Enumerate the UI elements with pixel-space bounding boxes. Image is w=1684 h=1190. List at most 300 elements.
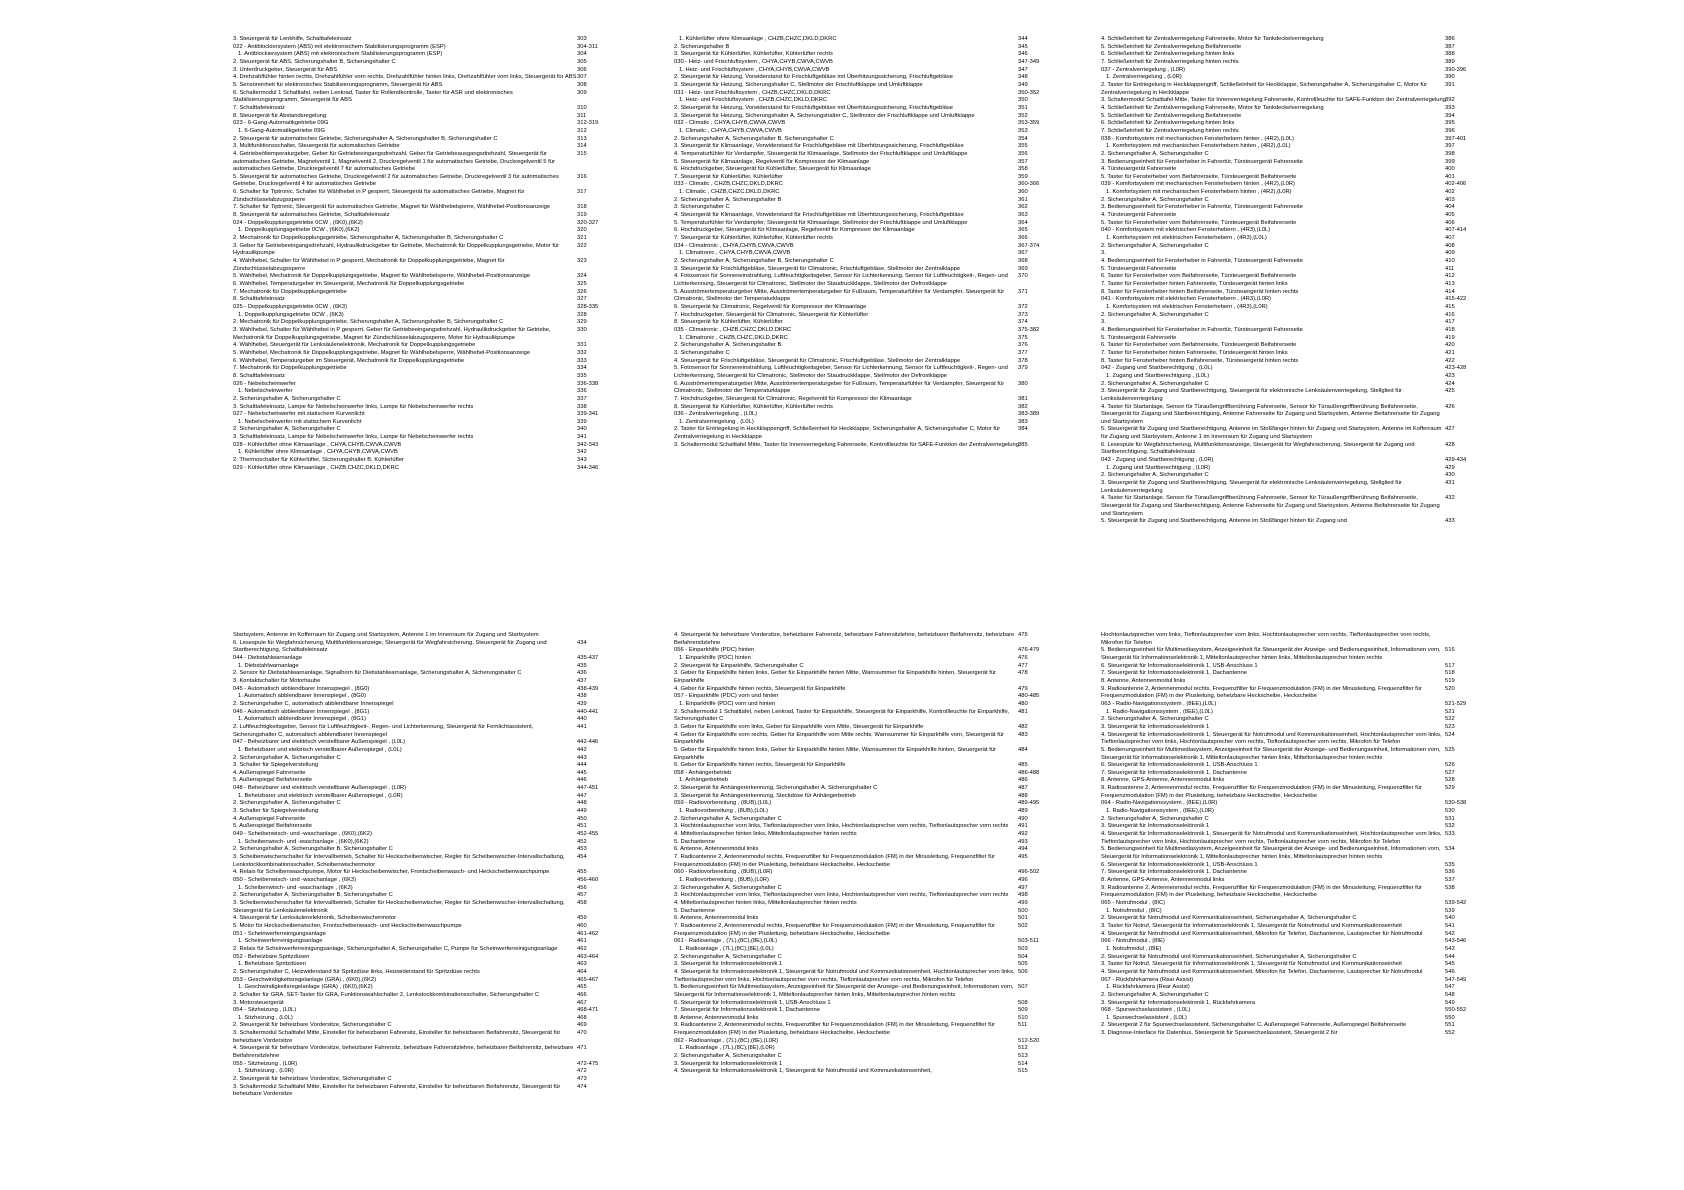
entry-title: 2. Steuergerät für automatisches Getriebe, Sicherungshalter A, Sicherungshalter B, Sicherungshalter C <box>233 135 498 142</box>
entry-page-number: 548 <box>1445 991 1455 998</box>
entry-title: 050 - Scheibenwisch- und -waschanlage , (6K3) <box>233 877 357 883</box>
entry-page-number: 312 <box>577 127 587 134</box>
index-entry <box>233 303 599 312</box>
entry-title: 5. Bedienungseinheit für Multimediasystem, Anzeigeeinheit für Steuergerät der Anzeige- und Bedienungseinheit, Informationen vorn, Steuergerät für Informationselektronik 1, Mitteltonlautsprecher hinten links, Mitteltonlautsprecher hinten rechts <box>1101 746 1441 761</box>
entry-title: 1. Climatronic , CHZB,CHZC,DKLD,DKRC <box>679 334 788 341</box>
entry-page-number: 325 <box>577 281 587 287</box>
entry-title: 1. Heiz- und Frischluftsystem , CHZB,CHZC,DKLD,DKRC <box>679 97 828 104</box>
index-entry <box>1101 815 1455 824</box>
index-entry <box>233 319 587 327</box>
entry-page-number: 378 <box>1018 357 1028 364</box>
entry-title: 3. Schaltermodul Schalttafel Mitte, Taster für Innenverriegelung Fahrerseite, Kontrollleuchte für SAFE-Funktion der Zentralverriegelung <box>674 441 1019 448</box>
index-entry <box>674 196 1028 205</box>
entry-title: 5. Ausströmertemperaturgeber Mitte, Ausströmertemperaturgeber für Fußraum, Temperaturfühler für Verdampfer, Steuergerät für Climatronic, Stellmotor der Temperaturklappe <box>674 288 1005 303</box>
entry-page-number: 390-396 <box>1445 66 1467 73</box>
index-entry <box>233 1030 587 1045</box>
entry-title: 1. Rückfahrkamera (Rear Assist) <box>1106 984 1190 991</box>
entry-page-number: 329 <box>577 319 587 326</box>
entry-title: 7. Radioantenne 2, Antennenmodul rechts, Frequenzfilter für Frequenzmodulation (FM) in der Minusleitung, Frequenzfilter für Frequenzmodulation (FM) in der Plusleitung, beheizbare Heckscheibe, Heckscheibe <box>674 854 995 868</box>
entry-title: 1. Climatic , CHZB,CHZC,DKLD,DKRC <box>679 189 780 196</box>
entry-title: 6. Lesespule für Wegfahrsicherung, Multifunktionsanzeige, Steuergerät für Wegfahrsicherung, Steuergerät für Zugang und Startberechtigung, Schalttafeleinsatz <box>233 639 547 654</box>
entry-page-number: 385 <box>1018 441 1028 448</box>
entry-page-number: 514 <box>1018 1060 1028 1067</box>
entry-title: 028 - Kühlerlüfter ohne Klimaanlage , CHYA,CHYB,CWVA,CWVB <box>233 441 402 448</box>
entry-page-number: 545 <box>1445 961 1455 968</box>
entry-title: 6. Hochdruckgeber, Steuergerät für Klimaanlage, Regelventil für Kompressor der Klimaanlage <box>674 227 915 234</box>
entry-page-number: 374 <box>1018 319 1028 326</box>
entry-page-number: 529 <box>1445 785 1455 792</box>
entry-page-number: 339-341 <box>577 411 599 418</box>
entry-page-number: 370 <box>1018 273 1028 280</box>
entry-page-number: 496-502 <box>1018 869 1040 876</box>
entry-page-number: 398 <box>1445 150 1455 157</box>
entry-title: 4. Steuergerät für Informationselektronik 1, Steuergerät für Notrufmodul und Kommunikationseinheit, <box>674 1068 932 1075</box>
entry-page-number: 426 <box>1445 403 1455 410</box>
entry-title: 4. Steuergerät für Informationselektronik 1, Steuergerät für Notrufmodul und Kommunikationseinheit, Hochtonlautsprecher vorn links, Tieftonlautsprecher vorn links, Hochtonlautsprecher vorn rechts, Tieftonlautsprecher vorn rechts, Mikrofon für Telefon <box>674 968 1015 983</box>
entry-page-number: 498 <box>1018 892 1028 899</box>
entry-page-number: 469 <box>577 1022 587 1029</box>
index-entry <box>233 739 599 747</box>
entry-page-number: 472-475 <box>577 1060 599 1067</box>
entry-title: 037 - Zentralverriegelung , (L0R) <box>1101 66 1186 73</box>
index-entry <box>233 915 587 923</box>
entry-title: 4. Außenspiegel Fahrerseite <box>233 815 306 822</box>
index-entry <box>674 647 1040 655</box>
entry-page-number: 405 <box>1445 212 1455 219</box>
entry-title: 7. Taster für Fensterheber hinten Fahrerseite, Türsteuergerät hinten links <box>1101 281 1288 287</box>
index-entry <box>1101 143 1455 151</box>
index-entry <box>233 388 587 396</box>
index-entry <box>233 700 587 709</box>
entry-page-number: 521-529 <box>1445 700 1467 707</box>
index-entry <box>674 693 1040 701</box>
entry-page-number: 544 <box>1445 953 1455 960</box>
entry-title: 036 - Zentralverriegelung , (L0L) <box>674 411 758 418</box>
entry-title: 6. Wählhebel, Temperaturgeber im Steuergerät, Mechatronik für Doppelkupplungsgetriebe <box>233 281 465 287</box>
entry-title: Startsystem, Antenne im Kofferraum für Zugang und Startsystem, Antenne 1 im Innenraum für Zugang und Startsystem <box>233 632 539 638</box>
index-entry <box>233 418 587 427</box>
index-entry <box>233 281 587 289</box>
entry-page-number: 508 <box>1018 999 1028 1006</box>
entry-page-number: 438 <box>577 693 587 700</box>
index-entry <box>233 999 587 1008</box>
index-entry <box>1101 281 1455 289</box>
entry-title: 3. Kontaktschalter für Motorhaube <box>233 677 321 684</box>
entry-page-number: 468 <box>577 1014 587 1021</box>
entry-title: 2. Steuergerät für Anhängererkennung, Sicherungshalter A, Sicherungshalter C <box>674 785 878 792</box>
index-entry <box>233 892 587 900</box>
entry-page-number: 522 <box>1445 716 1455 723</box>
entry-title: 3. Wählhebel, Schalter für Wählhebel in P gesperrt, Geber für Getriebeeingangsdrehzahl, Hydraulikdruckgeber für Getriebe, Mechatronik für Doppelkupplungsgetriebe, Magnet für Zündschlüsselabzugssperre, Motor für Hydraulikpumpe <box>233 326 551 341</box>
entry-title: 7. Steuergerät für Informationselektronik 1, Dachantenne <box>1101 769 1247 776</box>
index-entry <box>1101 777 1455 785</box>
index-entry <box>1101 273 1455 281</box>
entry-page-number: 488 <box>1018 792 1028 799</box>
entry-title: 3. Steuergerät für Kühlerlüfter, Kühlerlüfter, Kühlerlüfter rechts <box>674 51 833 58</box>
entry-page-number: 408 <box>1445 242 1455 249</box>
index-entry <box>1101 662 1455 671</box>
entry-page-number: 342-343 <box>577 441 599 448</box>
entry-page-number: 463-464 <box>577 953 599 960</box>
index-entry <box>674 1053 1028 1061</box>
entry-page-number: 364 <box>1018 219 1028 226</box>
index-entry <box>1101 823 1455 831</box>
entry-title: 5. Bedienungseinheit für Multimediasystem, Anzeigeeinheit für Steuergerät der Anzeige- und Bedienungseinheit, Informationen vorn, Steuergerät für Informationselektronik 1, Mitteltonlautsprecher hinten links, Mitteltonlautsprecher hinten rechts <box>1101 647 1441 661</box>
index-entry <box>674 349 1028 358</box>
entry-page-number: 547 <box>1445 984 1455 991</box>
entry-page-number: 342 <box>577 449 587 456</box>
entry-title: 2. Thermoschalter für Kühlerlüfter, Sicherungshalter B, Kühlerlüfter <box>233 457 404 464</box>
entry-title: 2. Sensor für Diebstahlwarnanlage, Signalhorn für Diebstahlwarnanlage, Sicherungshalter A, Sicherungshalter C <box>233 670 522 677</box>
entry-page-number: 324 <box>577 273 587 280</box>
entry-title: 1. Radioanlage , (7L),(8C),(8E),(L0L) <box>679 945 774 952</box>
entry-page-number: 386 <box>1445 36 1455 42</box>
index-entry <box>1101 518 1455 526</box>
entry-page-number: 527 <box>1445 769 1455 776</box>
entry-page-number: 541 <box>1445 922 1455 929</box>
index-entry <box>674 150 1028 159</box>
entry-title: 034 - Climatronic , CHYA,CHYB,CWVA,CWVB <box>674 242 794 249</box>
index-entry <box>674 235 1028 243</box>
entry-page-number: 343 <box>577 457 587 464</box>
index-entry <box>1101 319 1455 327</box>
index-entry <box>233 945 587 954</box>
entry-page-number: 491 <box>1018 823 1028 830</box>
entry-title: 2. Sicherungshalter A, Sicherungshalter C <box>233 426 341 433</box>
entry-page-number: 403 <box>1445 196 1455 203</box>
entry-title: 068 - Spurwechselassistent , (L0L) <box>1101 1007 1191 1014</box>
entry-page-number: 480 <box>1018 700 1028 707</box>
index-entry <box>1101 762 1455 770</box>
index-entry <box>233 227 587 235</box>
index-entry <box>1101 808 1455 816</box>
entry-page-number: 486 <box>1018 777 1028 784</box>
entry-title: 056 - Einparkhilfe (PDC) hinten <box>674 647 755 654</box>
index-entry <box>1101 899 1467 908</box>
entry-title: 4. Außenspiegel Fahrerseite <box>233 769 306 776</box>
index-entry <box>1101 388 1455 403</box>
entry-title: 1. Kühlerlüfter ohne Klimaanlage , CHYA,CHYB,CWVA,CWVB <box>238 449 398 456</box>
entry-page-number: 347-349 <box>1018 58 1040 65</box>
index-entry <box>674 380 1028 396</box>
entry-page-number: 313 <box>577 135 587 142</box>
entry-title: 4. Mitteltonlautsprecher hinten links, Mitteltonlautsprecher hinten rechts <box>674 831 857 838</box>
entry-page-number: 345 <box>1018 43 1028 50</box>
index-entry <box>674 227 1028 235</box>
entry-page-number: 365 <box>1018 227 1028 234</box>
entry-page-number: 501 <box>1018 915 1028 922</box>
index-entry <box>1101 235 1455 243</box>
index-entry <box>674 1037 1040 1046</box>
entry-page-number: 513 <box>1018 1053 1028 1060</box>
entry-page-number: 399 <box>1445 158 1455 165</box>
entry-page-number: 332 <box>577 349 587 356</box>
index-entry <box>233 884 587 893</box>
entry-page-number: 447 <box>577 792 587 799</box>
entry-title: 2. Sicherungshalter A, Sicherungshalter B, Sicherungshalter C <box>233 846 393 853</box>
index-entry <box>233 632 578 640</box>
entry-page-number: 434 <box>577 639 587 646</box>
entry-title: 2. Steuergerät für beheizbare Vordersitze, Sicherungshalter C <box>233 1076 392 1083</box>
entry-page-number: 420 <box>1445 342 1455 349</box>
entry-page-number: 436 <box>577 670 587 677</box>
index-entry <box>674 785 1028 793</box>
index-entry <box>674 166 1028 174</box>
entry-page-number: 478 <box>1018 670 1028 677</box>
index-entry <box>1101 334 1455 343</box>
index-entry <box>1101 97 1455 105</box>
entry-page-number: 416 <box>1445 311 1455 318</box>
entry-page-number: 547-549 <box>1445 976 1467 983</box>
entry-page-number: 359 <box>1018 173 1028 180</box>
index-entry <box>233 670 587 678</box>
entry-title: 4. Schließeinheit für Zentralverriegelung Fahrerseite, Motor für Tankdeckelverriegelung <box>1101 36 1324 42</box>
entry-title: 048 - Beheizbarer und elektrisch verstellbarer Außenspiegel , (L0R) <box>233 785 407 792</box>
entry-title: 2. Sicherungshalter A, Sicherungshalter B, Sicherungshalter C <box>233 892 393 899</box>
index-entry <box>233 953 599 962</box>
entry-page-number: 479 <box>1018 685 1028 692</box>
index-entry <box>233 326 587 342</box>
entry-page-number: 550-552 <box>1445 1007 1467 1014</box>
entry-page-number: 415 <box>1445 303 1455 310</box>
index-entry <box>1101 242 1455 251</box>
index-entry <box>674 395 1028 404</box>
entry-page-number: 476 <box>1018 654 1028 661</box>
entry-title: 3. Motorsteuergerät <box>233 999 284 1006</box>
entry-page-number: 535 <box>1445 861 1455 868</box>
index-entry <box>233 204 587 212</box>
entry-page-number: 461-462 <box>577 930 599 937</box>
entry-title: 5. Wählhebel, Mechatronik für Doppelkupplungsgetriebe, Magnet für Wählhebelsperre, Wählhebel-Positionsanzeige <box>233 349 531 356</box>
index-entry <box>233 869 587 877</box>
entry-title: 4. Steuergerät für beheizbare Vordersitze, beheizbarer Fahrersitz, beheizbare Fahrersitzlehne, beheizbarer Beifahrersitz, beheizbare Beifahrersitzlehne <box>674 632 1015 646</box>
index-entry <box>233 754 587 763</box>
index-entry <box>1101 219 1455 228</box>
index-entry <box>1101 81 1455 97</box>
entry-title: 1. Komfortsystem mit elektrischen Fensterhebern , (4R3),(L0L) <box>1106 235 1267 242</box>
entry-page-number: 433 <box>1445 518 1455 525</box>
index-entry <box>674 838 1028 847</box>
entry-page-number: 442-446 <box>577 739 599 746</box>
entry-page-number: 536 <box>1445 869 1455 876</box>
index-entry <box>674 250 1028 258</box>
entry-page-number: 475 <box>1018 632 1028 638</box>
entry-page-number: 328 <box>577 311 587 318</box>
entry-title: 2. Taster für Entriegelung in Heckklappengriff, Schließeinheit für Heckklappe, Sicherungshalter A, Sicherungshalter C, Motor für Zentralverriegelung in Heckklappe <box>1101 81 1428 96</box>
entry-page-number: 489-495 <box>1018 800 1040 807</box>
index-entry <box>674 823 1028 831</box>
index-entry <box>674 907 1028 916</box>
entry-page-number: 387 <box>1445 43 1455 50</box>
entry-title: 065 - Notrufmodul , (8IC) <box>1101 899 1166 906</box>
index-entry <box>674 334 1028 343</box>
entry-page-number: 542 <box>1445 930 1455 937</box>
entry-title: 052 - Beheizbare Spritzdüsen <box>233 953 310 960</box>
entry-page-number: 552 <box>1445 1030 1455 1037</box>
entry-title: 8. Steuergerät für Kühlerlüfter, Kühlerlüfter <box>674 319 783 326</box>
entry-page-number: 350 <box>1018 97 1028 104</box>
index-entry <box>674 700 1028 709</box>
entry-page-number: 417 <box>1445 319 1455 326</box>
entry-page-number: 367 <box>1018 250 1028 257</box>
entry-title: 7. Mechatronik für Doppelkupplungsgetriebe <box>233 365 347 372</box>
index-column <box>1101 36 1467 526</box>
entry-page-number: 512 <box>1018 1045 1028 1052</box>
entry-title: 3. Bedienungseinheit für Fensterheber in Fahrertür, Türsteuergerät Fahrerseite <box>1101 204 1303 211</box>
entry-page-number: 509 <box>1018 1007 1028 1014</box>
entry-page-number: 402 <box>1445 189 1455 196</box>
entry-title: 3. Steuergerät für Lenkhilfe, Schalttafeleinsatz <box>233 36 352 42</box>
entry-page-number: 340 <box>577 426 587 433</box>
entry-page-number: 380 <box>1018 380 1028 387</box>
index-entry <box>233 411 599 419</box>
index-entry <box>674 273 1028 288</box>
index-entry <box>233 342 587 350</box>
entry-title: 1. Komfortsystem mit mechanischen Fensterhebern hinten , (4R2),(L0R) <box>1106 189 1292 196</box>
entry-title: 1. Notrufmodul , (8IE) <box>1106 945 1162 952</box>
index-entry <box>674 999 1028 1008</box>
entry-page-number: 304 <box>577 51 587 58</box>
entry-title: 3. Schalter für Spiegelverstellung <box>233 762 319 769</box>
entry-title: 1. Automatisch abblendbarer Innenspiegel , (8G1) <box>238 716 366 723</box>
index-entry <box>674 365 1028 380</box>
entry-page-number: 457 <box>577 892 587 899</box>
entry-title: 4. Bedienungseinheit für Fensterheber in Fahrertür, Türsteuergerät Fahrerseite <box>1101 258 1303 265</box>
index-entry <box>1101 708 1455 717</box>
entry-title: 7. Hochdruckgeber, Steuergerät für Climatronic, Steuergerät für Kühlerlüfter <box>674 311 869 318</box>
index-entry <box>1101 372 1455 381</box>
entry-title: 1. Zugang und Startberechtigung , (L0L) <box>1106 372 1210 379</box>
entry-title: 7. Taster für Fensterheber hinten Fahrerseite, Türsteuergerät hinten links <box>1101 349 1288 356</box>
entry-title: 1. Doppelkupplungsgetriebe 0CW , (6K0),(6K2) <box>238 227 360 234</box>
entry-title: 2. Luftfeuchtigkeitsgeber, Sensor für Luftfeuchtigkeit-, Regen- und Lichterkennung, Steuergerät für Fernlichtassistent, Sicherungshalter C, automatisch abblendbarer Innenspiegel <box>233 723 534 738</box>
entry-title: 4. Bedienungseinheit für Fensterheber in Fahrertür, Türsteuergerät Fahrerseite <box>1101 326 1303 333</box>
entry-title: 8. Steuergerät für automatisches Getriebe, Schalttafeleinsatz <box>233 212 390 219</box>
entry-title: 2. Steuergerät für Einparkhilfe, Sicherungshalter C <box>674 662 804 669</box>
index-entry <box>674 731 1028 747</box>
entry-page-number: 483 <box>1018 731 1028 738</box>
index-entry <box>674 984 1028 999</box>
entry-page-number: 401 <box>1445 173 1455 180</box>
entry-page-number: 520 <box>1445 685 1455 692</box>
entry-page-number: 452 <box>577 838 587 845</box>
entry-title: 1. 6-Gang-Automatikgetriebe 09G <box>238 127 326 134</box>
entry-title: 2. Sicherungshalter B <box>674 43 730 50</box>
index-entry <box>674 104 1028 113</box>
index-entry <box>233 449 587 457</box>
entry-page-number: 442 <box>577 746 587 753</box>
entry-title: 2. Sicherungshalter A, Sicherungshalter C <box>1101 311 1209 318</box>
entry-page-number: 462 <box>577 945 587 952</box>
entry-title: 1. Beheizbare Spritzdüsen <box>238 961 306 968</box>
entry-page-number: 331 <box>577 342 587 349</box>
index-entry <box>233 464 599 473</box>
entry-page-number: 476-479 <box>1018 647 1040 654</box>
entry-title: 1. Doppelkupplungsgetriebe 0CW , (6K3) <box>238 311 344 318</box>
entry-title: 5. Steuergerät für automatisches Getriebe, Druckregelventil 2 für automatisches Getriebe, Druckregelventil 3 für automatisches Getriebe, Druckregelventil 4 für automatisches Getriebe <box>233 173 559 188</box>
entry-title: 4. Getriebeöltemperaturgeber, Geber für Getriebeeingangsdrehzahl, Geber für Getriebeausgangsdrehzahl, Steuergerät für automatisches Getriebe, Magnetventil 1, Magnetventil 2, Druckregelventil 1 für automatisches Getriebe, Druckregelventil 5 für automatisches Getriebe, Druckregelventil 7 für automatisches Getriebe <box>233 150 555 173</box>
index-entry <box>1101 212 1455 220</box>
index-entry <box>1101 869 1455 877</box>
entry-title: 7. Hochdruckgeber, Steuergerät für Climatronic, Regelventil für Kompressor der Klimaanlage <box>674 395 912 402</box>
entry-page-number: 543 <box>1445 945 1455 952</box>
index-entry <box>1101 127 1455 136</box>
entry-title: 2. Sicherungshalter A, Sicherungshalter C <box>1101 815 1209 822</box>
entry-title: 3. Geber für Getriebeeingangsdrehzahl, Hydraulikdruckgeber für Getriebe, Mechatronik für Doppelkupplungsgetriebe, Motor für Hydraulikpumpe <box>233 242 560 257</box>
entry-page-number: 490 <box>1018 815 1028 822</box>
entry-page-number: 316 <box>577 173 587 180</box>
entry-page-number: 353 <box>1018 127 1028 134</box>
entry-title: 061 - Radioanlage , (7L),(8C),(8E),(L0L) <box>674 938 778 945</box>
entry-page-number: 446 <box>577 777 587 784</box>
index-entry <box>674 204 1028 212</box>
index-entry <box>674 303 1028 312</box>
index-entry <box>233 1083 587 1099</box>
index-entry <box>674 654 1028 663</box>
entry-page-number: 310 <box>577 104 587 111</box>
entry-title: 1. Automatisch abblendbarer Innenspiegel , (8G0) <box>238 693 366 700</box>
entry-title: 8. Taster für Fensterheber hinten Beifahrerseite, Türsteuergerät hinten rechts <box>1101 357 1299 364</box>
index-entry <box>233 120 599 128</box>
index-entry <box>1101 311 1455 320</box>
index-entry <box>674 685 1028 694</box>
entry-title: 064 - Radio-Navigationssystem , (8EE),(L0R) <box>1101 800 1218 807</box>
entry-page-number: 515 <box>1018 1068 1028 1075</box>
entry-title: 4. Türsteuergerät Fahrerseite <box>1101 212 1177 219</box>
entry-title: 6. Schließeinheit für Zentralverriegelung hinten links <box>1101 51 1235 58</box>
entry-title: 035 - Climatronic , CHZB,CHZC,DKLD,DKRC <box>674 326 792 333</box>
entry-page-number: 410 <box>1445 258 1455 265</box>
entry-title: 6. Schalter für Tiptronic, Schalter für Wählhebel in P gesperrt, Steuergerät für automatisches Getriebe, Magnet für Zündschlüsselabzugssperre <box>233 189 525 203</box>
index-entry <box>1101 265 1455 274</box>
entry-title: 5. Türsteuergerät Fahrerseite <box>1101 334 1177 341</box>
entry-title: 3. Schaltermodul Schalttafel Mitte, Einsteller für beheizbaren Fahrersitz, Einsteller für beheizbaren Beifahrersitz, Steuergerät für beheizbare Vordersitze <box>233 1083 561 1098</box>
entry-title: 2. Sicherungshalter A, Sicherungshalter C <box>1101 380 1209 387</box>
index-entry <box>1101 74 1455 82</box>
index-entry <box>1101 326 1455 335</box>
entry-page-number: 487 <box>1018 785 1028 792</box>
entry-page-number: 419 <box>1445 334 1455 341</box>
index-entry <box>233 677 587 686</box>
entry-page-number: 362 <box>1018 204 1028 211</box>
entry-page-number: 409 <box>1445 250 1455 257</box>
entry-page-number: 383 <box>1018 418 1028 425</box>
index-entry <box>233 36 587 44</box>
entry-title: 032 - Climatic , CHYA,CHYB,CWVA,CWVB <box>674 120 786 127</box>
entry-title: 2. Sicherungshalter A, Sicherungshalter C <box>233 754 341 761</box>
index-column <box>233 36 599 472</box>
entry-title: 5. Steuergerät für Klimaanlage, Regelventil für Kompressor der Klimaanlage <box>674 158 870 165</box>
index-entry <box>233 212 587 220</box>
index-entry <box>674 181 1040 189</box>
index-entry <box>674 815 1028 824</box>
index-entry <box>233 89 587 105</box>
entry-page-number: 517 <box>1445 662 1455 669</box>
index-entry <box>1101 785 1455 800</box>
entry-title: 3. Steuergerät für Informationselektronik 1 <box>1101 723 1210 730</box>
entry-title: 055 - Sitzheizung , (L0R) <box>233 1060 298 1067</box>
index-entry <box>1101 495 1455 518</box>
index-entry <box>233 831 599 839</box>
entry-page-number: 425 <box>1445 388 1455 395</box>
index-entry <box>1101 999 1455 1008</box>
index-entry <box>233 716 587 724</box>
index-entry <box>1101 961 1455 969</box>
entry-page-number: 441 <box>577 723 587 730</box>
entry-page-number: 363 <box>1018 212 1028 219</box>
entry-page-number: 429 <box>1445 464 1455 471</box>
index-entry <box>233 258 587 273</box>
